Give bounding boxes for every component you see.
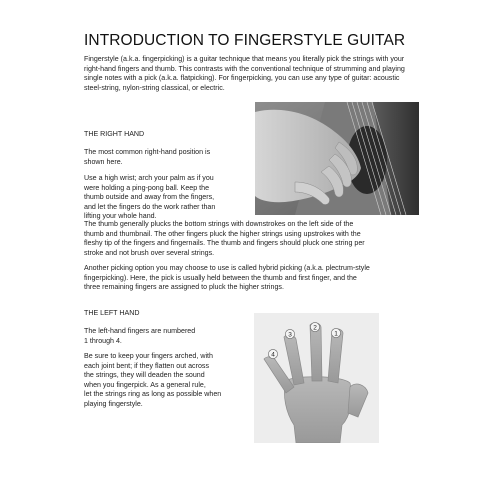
finger-label-1-text: 1 [334, 330, 338, 338]
intro-line: steel-string, nylon-string classical, or electric. [84, 83, 225, 92]
intro-line: single notes with a pick (a.k.a. flatpicking). For fingerpicking, you can use any type of guitar: acoustic [84, 74, 400, 83]
finger-label-2-text: 2 [313, 324, 317, 332]
text-line: three remaining fingers are assigned to pluck the higher strings. [84, 283, 284, 292]
left-hand-photo [254, 313, 379, 443]
hybrid-picking-paragraph [84, 264, 370, 293]
text-line: thumb outside and away from the fingers, [84, 193, 215, 202]
finger-label-1 [331, 328, 340, 337]
intro-line: right-hand fingers and thumb. This contrasts with the conventional technique of strumming and playing [84, 64, 405, 73]
left-hand-heading: THE LEFT HAND [84, 309, 140, 317]
finger-label-4-text: 4 [271, 351, 275, 359]
text-line: shown here. [84, 157, 123, 166]
right-hand-intro [84, 148, 210, 167]
text-line: fingerpicking). Here, the pick is usually held between the thumb and first finger, and the [84, 273, 357, 282]
finger-label-3 [285, 329, 294, 338]
text-line: let the strings ring as long as possible when [84, 390, 222, 399]
text-line: the strings, they will deaden the sound [84, 371, 205, 380]
finger-label-2 [310, 322, 319, 331]
text-line: The thumb generally plucks the bottom strings with downstrokes on the left side of the [84, 220, 354, 228]
intro-line: Fingerstyle (a.k.a. fingerpicking) is a guitar technique that means you literally pick the strings with your [84, 55, 405, 63]
text-line: The most common right-hand position is [84, 148, 211, 156]
page-title: INTRODUCTION TO FINGERSTYLE GUITAR [84, 32, 406, 49]
right-hand-heading: THE RIGHT HAND [84, 130, 145, 138]
text-line: each joint bent; if they flatten out across [84, 361, 210, 370]
text-line: when you fingerpick. As a general rule, [84, 380, 206, 389]
finger-label-4 [268, 349, 277, 358]
text-line: were holding a ping-pong ball. Keep the [84, 183, 210, 192]
left-hand-intro [84, 327, 195, 346]
right-hand-photo [255, 102, 419, 215]
left-hand-arch-paragraph [84, 352, 221, 410]
text-line: 1 through 4. [84, 336, 122, 345]
thumb-paragraph [84, 220, 365, 258]
text-line: Use a high wrist; arch your palm as if you [84, 174, 214, 182]
text-line: fleshy tip of the fingers and fingernails. The thumb and fingers should pluck one string per [84, 239, 365, 248]
text-line: lifting your whole hand. [84, 212, 157, 221]
right-hand-wrist-paragraph [84, 174, 215, 222]
finger-label-3-text: 3 [288, 331, 292, 339]
text-line: Another picking option you may choose to use is called hybrid picking (a.k.a. plectrum-style [84, 264, 370, 272]
text-line: playing fingerstyle. [84, 399, 143, 408]
text-line: The left-hand fingers are numbered [84, 327, 196, 335]
text-line: Be sure to keep your fingers arched, with [84, 352, 213, 360]
text-line: and let the fingers do the work rather than [84, 202, 216, 211]
intro-paragraph [84, 55, 405, 93]
text-line: thumb and thumbnail. The other fingers pluck the higher strings using upstrokes with the [84, 229, 361, 238]
text-line: stroke and not brush over several strings. [84, 248, 215, 257]
